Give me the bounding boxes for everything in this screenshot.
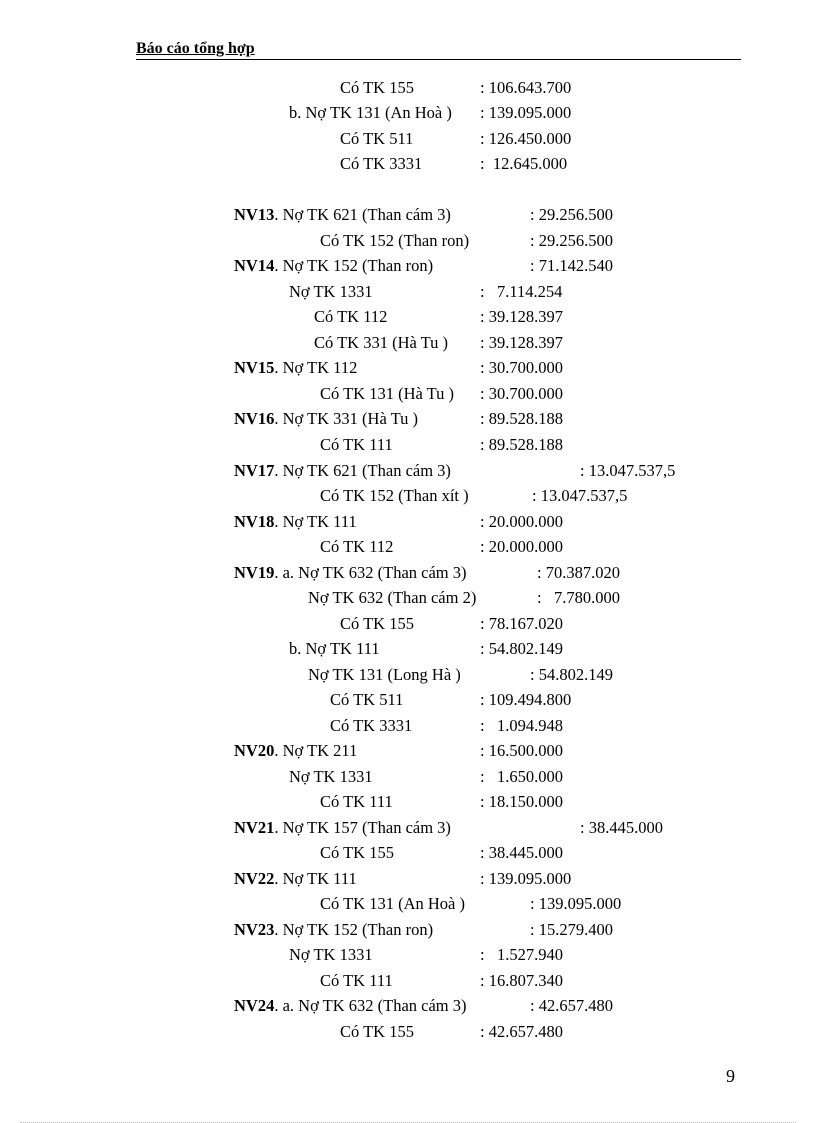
entry-amount: : 89.528.188 xyxy=(480,409,563,428)
account-text: . Nợ TK 157 (Than cám 3) xyxy=(274,818,451,837)
entry-label xyxy=(234,256,433,276)
entry-label xyxy=(234,461,451,481)
account-text: b. Nợ TK 131 (An Hoà ) xyxy=(289,103,452,122)
transaction-code: NV15 xyxy=(234,358,275,377)
entry-label xyxy=(340,129,413,149)
account-text: Có TK 331 (Hà Tu ) xyxy=(314,333,449,352)
entry-amount: : 30.700.000 xyxy=(480,384,563,403)
entry-label xyxy=(234,563,467,583)
account-text: Có TK 511 xyxy=(330,690,404,709)
entry-label xyxy=(289,103,452,123)
account-text: Có TK 155 xyxy=(320,843,394,862)
account-text: Có TK 511 xyxy=(340,129,414,148)
account-text: b. Nợ TK 111 xyxy=(289,639,380,658)
transaction-code: NV23 xyxy=(234,920,275,939)
page-number: 9 xyxy=(726,1066,735,1086)
account-text: Có TK 112 xyxy=(314,307,388,326)
entry-amount: : 42.657.480 xyxy=(480,1022,563,1041)
entry-amount: : 16.807.340 xyxy=(480,971,563,990)
entry-amount: : 78.167.020 xyxy=(480,614,563,633)
account-text: Có TK 131 (Hà Tu ) xyxy=(320,384,455,403)
entry-label xyxy=(320,537,393,557)
entry-label xyxy=(308,588,476,608)
entry-label xyxy=(340,1022,414,1042)
entry-amount: : 12.645.000 xyxy=(480,154,568,173)
transaction-code: NV13 xyxy=(234,205,275,224)
account-text: Có TK 111 xyxy=(320,792,393,811)
entry-amount: : 139.095.000 xyxy=(480,103,572,122)
entry-label xyxy=(340,78,414,98)
entry-label xyxy=(234,512,357,532)
entry-amount: : 7.780.000 xyxy=(537,588,620,607)
account-text: . Nợ TK 621 (Than cám 3) xyxy=(274,461,451,480)
transaction-code: NV20 xyxy=(234,741,275,760)
account-text: Có TK 155 xyxy=(340,1022,414,1041)
entry-amount: : 38.445.000 xyxy=(580,818,663,837)
account-text: Có TK 112 xyxy=(320,537,394,556)
entry-label xyxy=(234,818,451,838)
entry-amount: : 106.643.700 xyxy=(480,78,572,97)
account-text: Có TK 3331 xyxy=(330,716,413,735)
account-text: . Nợ TK 111 xyxy=(274,512,357,531)
entry-amount: : 29.256.500 xyxy=(530,205,613,224)
transaction-code: NV18 xyxy=(234,512,275,531)
entry-amount: : 1.527.940 xyxy=(480,945,563,964)
account-text: . Nợ TK 152 (Than ron) xyxy=(274,256,434,275)
entry-label xyxy=(308,665,461,685)
entry-amount: : 54.802.149 xyxy=(480,639,563,658)
account-text: Có TK 131 (An Hoà ) xyxy=(320,894,465,913)
entry-amount: : 15.279.400 xyxy=(530,920,613,939)
header-title: Báo cáo tổng hợp xyxy=(136,40,255,57)
account-text: Có TK 155 xyxy=(340,614,414,633)
entry-label xyxy=(320,384,454,404)
entry-amount: : 139.095.000 xyxy=(480,869,572,888)
entry-amount: : 71.142.540 xyxy=(530,256,613,275)
entry-label xyxy=(320,486,469,506)
account-text: . Nợ TK 331 (Hà Tu ) xyxy=(274,409,418,428)
entry-label xyxy=(320,971,393,991)
entry-label xyxy=(289,767,373,787)
account-text: . Nợ TK 211 xyxy=(274,741,358,760)
entry-amount: : 54.802.149 xyxy=(530,665,613,684)
entry-amount: : 7.114.254 xyxy=(480,282,563,301)
entry-label xyxy=(320,231,469,251)
entry-label xyxy=(234,920,433,940)
account-text: Nợ TK 632 (Than cám 2) xyxy=(308,588,477,607)
transaction-code: NV17 xyxy=(234,461,275,480)
account-text: Nợ TK 1331 xyxy=(289,945,373,964)
entry-amount: : 30.700.000 xyxy=(480,358,563,377)
entry-amount: : 13.047.537,5 xyxy=(580,461,676,480)
entry-label xyxy=(289,639,380,659)
account-text: Có TK 152 (Than xít ) xyxy=(320,486,469,505)
entry-amount: : 70.387.020 xyxy=(537,563,620,582)
transaction-code: NV22 xyxy=(234,869,275,888)
account-text: . a. Nợ TK 632 (Than cám 3) xyxy=(274,996,467,1015)
entry-label xyxy=(314,333,448,353)
entry-label xyxy=(340,154,422,174)
entry-amount: : 126.450.000 xyxy=(480,129,572,148)
entry-label xyxy=(289,945,373,965)
account-text: Nợ TK 1331 xyxy=(289,767,373,786)
entry-amount: : 139.095.000 xyxy=(530,894,622,913)
entry-label xyxy=(289,282,373,302)
account-text: . Nợ TK 112 xyxy=(274,358,358,377)
entry-label xyxy=(340,614,414,634)
entry-label xyxy=(320,843,394,863)
transaction-code: NV21 xyxy=(234,818,275,837)
account-text: Có TK 111 xyxy=(320,971,393,990)
entry-label xyxy=(234,205,451,225)
entry-label xyxy=(320,792,393,812)
account-text: . Nợ TK 621 (Than cám 3) xyxy=(274,205,451,224)
transaction-code: NV14 xyxy=(234,256,275,275)
entry-label xyxy=(320,894,465,914)
entry-amount: : 38.445.000 xyxy=(480,843,563,862)
entry-label xyxy=(234,996,467,1016)
account-text: Có TK 111 xyxy=(320,435,393,454)
entry-label xyxy=(330,716,412,736)
account-text: Nợ TK 1331 xyxy=(289,282,373,301)
account-text: Nợ TK 131 (Long Hà ) xyxy=(308,665,461,684)
transaction-code: NV16 xyxy=(234,409,275,428)
transaction-code: NV19 xyxy=(234,563,275,582)
entry-amount: : 109.494.800 xyxy=(480,690,572,709)
account-text: . Nợ TK 111 xyxy=(274,869,357,888)
entry-amount: : 39.128.397 xyxy=(480,333,563,352)
entry-amount: : 16.500.000 xyxy=(480,741,563,760)
entry-label xyxy=(330,690,403,710)
entry-amount: : 1.094.948 xyxy=(480,716,563,735)
account-text: Có TK 3331 xyxy=(340,154,423,173)
entry-label xyxy=(234,741,357,761)
entry-label xyxy=(234,358,357,378)
entry-amount: : 42.657.480 xyxy=(530,996,613,1015)
entry-amount: : 20.000.000 xyxy=(480,537,563,556)
entry-label xyxy=(234,409,418,429)
entry-label xyxy=(314,307,387,327)
entry-label xyxy=(234,869,357,889)
entry-amount: : 20.000.000 xyxy=(480,512,563,531)
account-text: . Nợ TK 152 (Than ron) xyxy=(274,920,434,939)
entry-amount: : 18.150.000 xyxy=(480,792,563,811)
entry-amount: : 29.256.500 xyxy=(530,231,613,250)
entry-label xyxy=(320,435,393,455)
entry-amount: : 1.650.000 xyxy=(480,767,563,786)
entry-amount: : 39.128.397 xyxy=(480,307,563,326)
account-text: Có TK 152 (Than ron) xyxy=(320,231,470,250)
page-header xyxy=(136,38,741,60)
account-text: Có TK 155 xyxy=(340,78,414,97)
transaction-code: NV24 xyxy=(234,996,275,1015)
account-text: . a. Nợ TK 632 (Than cám 3) xyxy=(274,563,467,582)
entry-amount: : 89.528.188 xyxy=(480,435,563,454)
entry-amount: : 13.047.537,5 xyxy=(532,486,628,505)
